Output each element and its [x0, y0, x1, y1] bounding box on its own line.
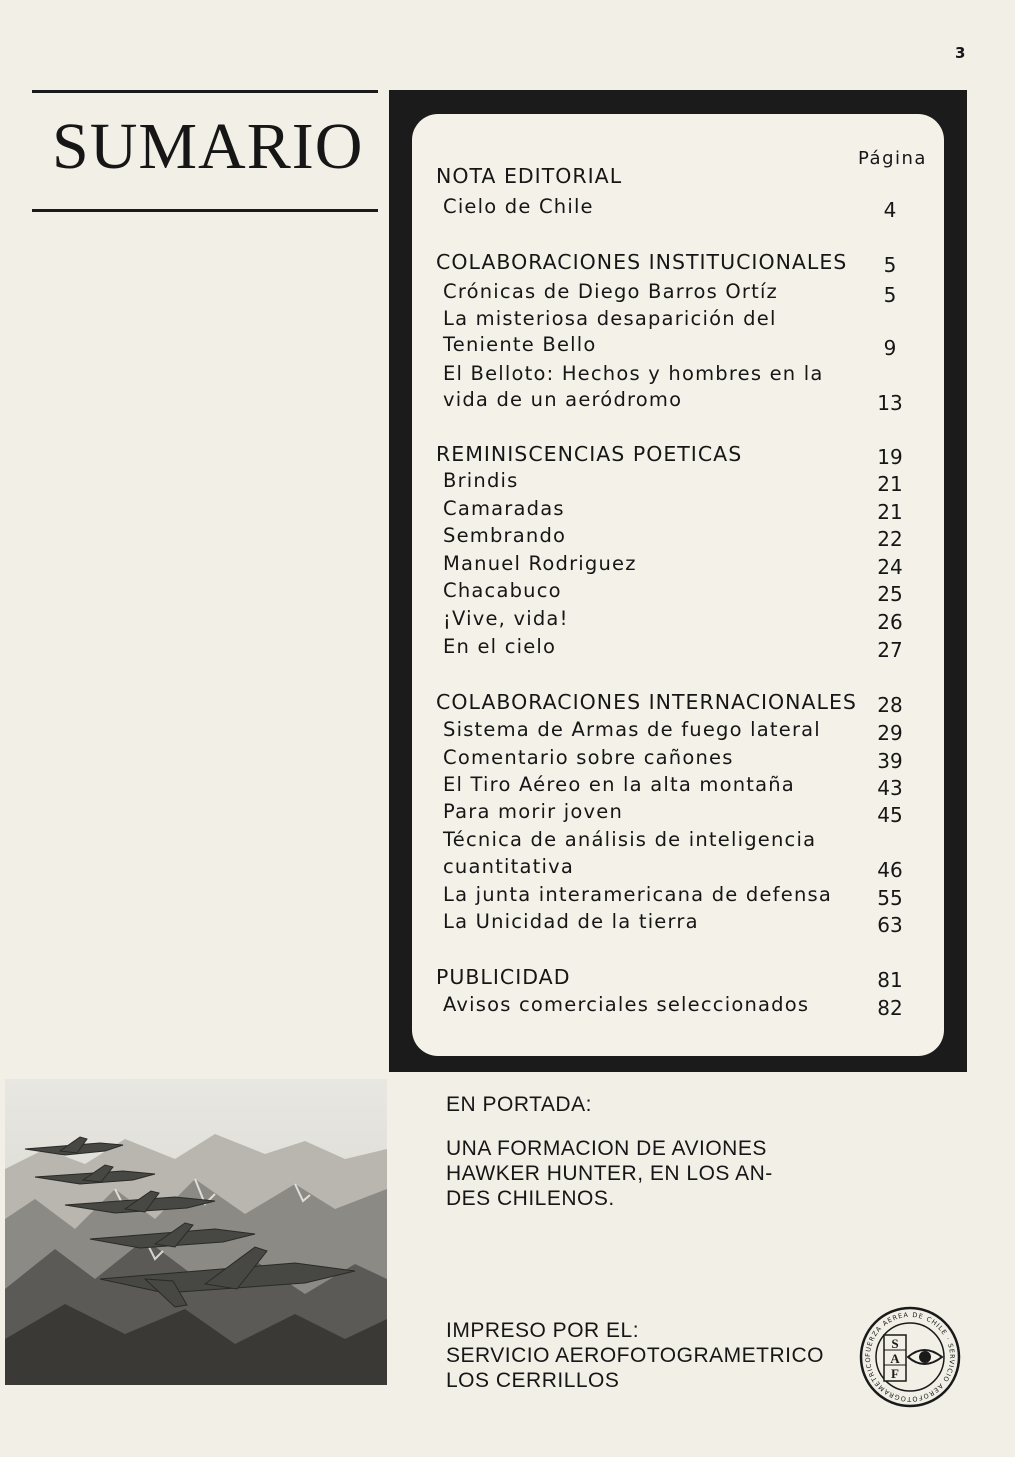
toc-entry-title: En el cielo	[443, 635, 557, 658]
toc-entry-title: El Tiro Aéreo en la alta montaña	[443, 773, 795, 796]
saf-emblem	[858, 1305, 962, 1409]
toc-entry-title: Comentario sobre cañones	[443, 746, 734, 769]
toc-page-number: 5	[883, 253, 897, 277]
toc-page-number: 46	[877, 858, 903, 882]
toc-entry-title: Sembrando	[443, 524, 567, 547]
toc-section-title: COLABORACIONES INSTITUCIONALES	[436, 250, 848, 274]
toc-page-number: 82	[877, 996, 903, 1020]
page-title: SUMARIO	[52, 110, 364, 183]
eye-icon	[919, 1351, 931, 1363]
toc-page-number: 29	[877, 721, 903, 745]
toc-entry-title: cuantitativa	[443, 855, 575, 878]
toc-page-number: 43	[877, 776, 903, 800]
page-number: 3	[955, 44, 966, 62]
toc-entry-title: ¡Vive, vida!	[443, 607, 569, 630]
cover-label: EN PORTADA:	[446, 1093, 592, 1116]
toc-page-number: 25	[877, 582, 903, 606]
toc-entry-title: Avisos comerciales seleccionados	[443, 993, 810, 1016]
toc-entry-title: La Unicidad de la tierra	[443, 910, 699, 933]
toc-page-number: 63	[877, 913, 903, 937]
toc-page-number: 21	[877, 500, 903, 524]
toc-entry-title: Técnica de análisis de inteligencia	[443, 828, 817, 851]
toc-page-number: 55	[877, 886, 903, 910]
toc-page-number: 5	[883, 283, 897, 307]
toc-page-number: 45	[877, 803, 903, 827]
toc-page-number: 81	[877, 968, 903, 992]
toc-page-number: 27	[877, 638, 903, 662]
printer-label: IMPRESO POR EL:	[446, 1319, 640, 1342]
toc-entry-title: Para morir joven	[443, 800, 624, 823]
toc-entry-title: Chacabuco	[443, 579, 562, 602]
toc-section-title: NOTA EDITORIAL	[436, 164, 623, 188]
toc-section-title: PUBLICIDAD	[436, 965, 571, 989]
emblem-letter-a: A	[890, 1351, 900, 1366]
toc-entry-title: vida de un aeródromo	[443, 388, 683, 411]
toc-section-title: REMINISCENCIAS POETICAS	[436, 442, 743, 466]
toc-entry-title: La misteriosa desaparición del	[443, 307, 777, 330]
printer-name: SERVICIO AEROFOTOGRAMETRICO LOS CERRILLOS	[446, 1344, 824, 1392]
emblem-letter-s: S	[891, 1336, 899, 1351]
toc-page-number: 21	[877, 472, 903, 496]
toc-page-number: 19	[877, 445, 903, 469]
cover-photo	[5, 1079, 387, 1385]
toc-page-number: 26	[877, 610, 903, 634]
toc-entry-title: Crónicas de Diego Barros Ortíz	[443, 280, 778, 303]
toc-page-number: 9	[883, 336, 897, 360]
toc-entry-title: Manuel Rodriguez	[443, 552, 637, 575]
title-rule-bottom	[32, 209, 378, 212]
toc-entry-title: Sistema de Armas de fuego lateral	[443, 718, 821, 741]
toc-entry-title: Camaradas	[443, 497, 565, 520]
emblem-letter-f: F	[891, 1366, 899, 1381]
toc-entry-title: Cielo de Chile	[443, 195, 594, 218]
emblem-ring-text: FUERZA AEREA DE CHILE · SERVICIO AEROFOTOGRAMETRICO	[863, 1310, 957, 1404]
toc-entry-title: Brindis	[443, 469, 519, 492]
cover-caption: UNA FORMACION DE AVIONES HAWKER HUNTER, EN LOS AN- DES CHILENOS.	[446, 1137, 773, 1210]
toc-entry-title: El Belloto: Hechos y hombres en la	[443, 362, 824, 385]
toc-page-number: 13	[877, 391, 903, 415]
toc-section-title: COLABORACIONES INTERNACIONALES	[436, 690, 857, 714]
toc-entry-title: La junta interamericana de defensa	[443, 883, 833, 906]
toc-entry-title: Teniente Bello	[443, 333, 597, 356]
title-rule-top	[32, 90, 378, 93]
toc-page-number: 24	[877, 555, 903, 579]
toc-page-number: 28	[877, 693, 903, 717]
toc-page-number: 4	[883, 198, 897, 222]
hawker-hunter-formation-illustration	[5, 1079, 387, 1385]
toc-page-number: 22	[877, 527, 903, 551]
toc-page-column-label: Página	[858, 148, 927, 169]
toc-page-number: 39	[877, 749, 903, 773]
